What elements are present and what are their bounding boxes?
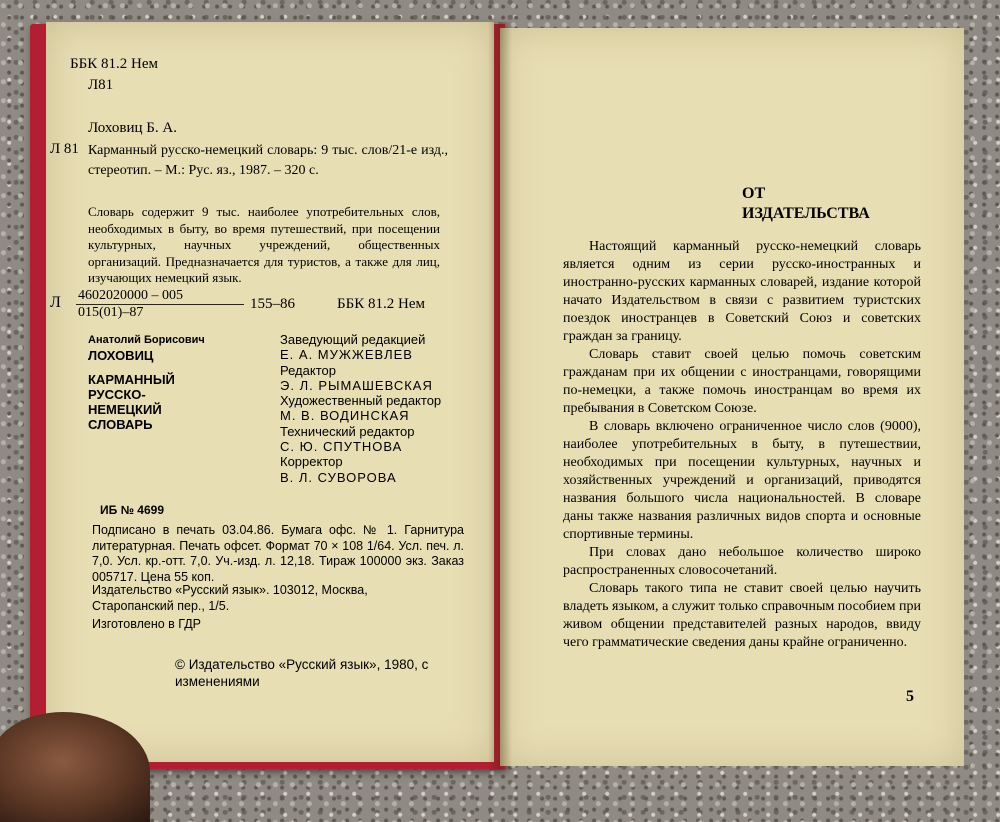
heading-line: ОТ bbox=[742, 185, 766, 202]
paragraph: Настоящий карманный русско-немецкий словарь является одним из серии русско-иностранных и иностранно-русских карманных словарей, издание которой начато Издательством в связи с развитием туристских поездок иностранцев в Советский Союз и советских граждан за границу. bbox=[563, 239, 921, 344]
page-number: 5 bbox=[906, 688, 914, 705]
credit-role: Корректор bbox=[280, 454, 343, 470]
section-heading bbox=[742, 184, 870, 224]
heading-line: ИЗДАТЕЛЬСТВА bbox=[742, 205, 870, 222]
author-mark-top: Л81 bbox=[88, 77, 114, 93]
index-letter: Л bbox=[50, 294, 61, 311]
paragraph: При словах дано небольшое количество широко распространенных словосочетаний. bbox=[563, 545, 921, 578]
copyright-notice: © Издательство «Русский язык», 1980, с изменениями bbox=[175, 657, 429, 689]
credit-role: Заведующий редакцией bbox=[280, 332, 426, 347]
credit-name: М. В. ВОДИНСКАЯ bbox=[280, 408, 410, 424]
author-heading: Лоховиц Б. А. bbox=[88, 120, 177, 136]
paragraph: Словарь ставит своей целью помочь советским гражданам при их общении с иностранцами, говорящими по-немецки, а также помочь иностранцам во время их пребывания в Советском Союзе. bbox=[563, 347, 921, 416]
catalog-code-middle: 155–86 bbox=[250, 296, 295, 312]
book-title: КАРМАННЫЙ РУССКО-НЕМЕЦКИЙ СЛОВАРЬ bbox=[88, 372, 175, 432]
credit-name: Э. Л. РЫМАШЕВСКАЯ bbox=[280, 377, 433, 393]
printing-details: Подписано в печать 03.04.86. Бумага офс. № 1. Гарнитура литературная. Печать офсет. Формат 70 × 108 1/64. Усл. печ. л. 7,0. Усл. кр.-отт. 7,0. Уч.-изд. л. 12,18. Тираж 100000 экз. Заказ 005717. Цена 55 коп. bbox=[92, 523, 464, 584]
author-first-names: Анатолий Борисович bbox=[88, 334, 205, 346]
credits-block bbox=[280, 332, 490, 485]
paragraph: Словарь такого типа не ставит своей целью научить владеть языком, а служит только справочным пособием при живом общении представителей разных народов, ввиду чего грамматические сведения даны крайне ограниченно. bbox=[563, 581, 921, 650]
credit-role: Редактор bbox=[280, 362, 336, 378]
credit-name: В. Л. СУВОРОВА bbox=[280, 469, 397, 485]
credit-role: Технический редактор bbox=[280, 423, 415, 439]
author-mark-side: Л 81 bbox=[50, 141, 79, 157]
catalog-code-denominator: 015(01)–87 bbox=[78, 305, 144, 320]
credit-role: Художественный редактор bbox=[280, 393, 442, 409]
book-gutter bbox=[488, 22, 512, 770]
credit-name: С. Ю. СПУТНОВА bbox=[280, 439, 403, 455]
preface-text bbox=[563, 238, 921, 652]
paragraph: В словарь включено ограниченное число слов (9000), наиболее употребительных в быту, в путешествии, необходимых при посещении культурных, научных и хозяйственных учреждений и организаций, приводятся названия большого числа национальностей. В словаре даны также названия различных видов спорта и основные спортивные термины. bbox=[563, 419, 921, 542]
bbk-code-bottom: ББК 81.2 Нем bbox=[337, 296, 425, 312]
made-in-note: Изготовлено в ГДР bbox=[92, 617, 201, 631]
book-annotation: Словарь содержит 9 тыс. наиболее употребительных слов, необходимых в быту, во время путешествий, при посещении культурных, научных учреждений, общественных организаций. Предназначается для туристов, а также для лиц, изучающих немецкий язык. bbox=[88, 204, 440, 285]
bibliographic-record: Карманный русско-немецкий словарь: 9 тыс. слов/21-е изд., стереотип. – М.: Рус. яз., 1987. – 320 с. bbox=[88, 143, 448, 178]
publisher-address: Издательство «Русский язык». 103012, Москва, Старопанский пер., 1/5. bbox=[92, 583, 368, 613]
author-last-name: ЛОХОВИЦ bbox=[88, 348, 154, 363]
credit-name: Е. А. МУЖЖЕВЛЕВ bbox=[280, 347, 413, 363]
catalog-code-numerator: 4602020000 – 005 bbox=[78, 288, 183, 303]
bbk-code-top: ББК 81.2 Нем bbox=[70, 56, 158, 72]
ib-number: ИБ № 4699 bbox=[100, 503, 164, 517]
